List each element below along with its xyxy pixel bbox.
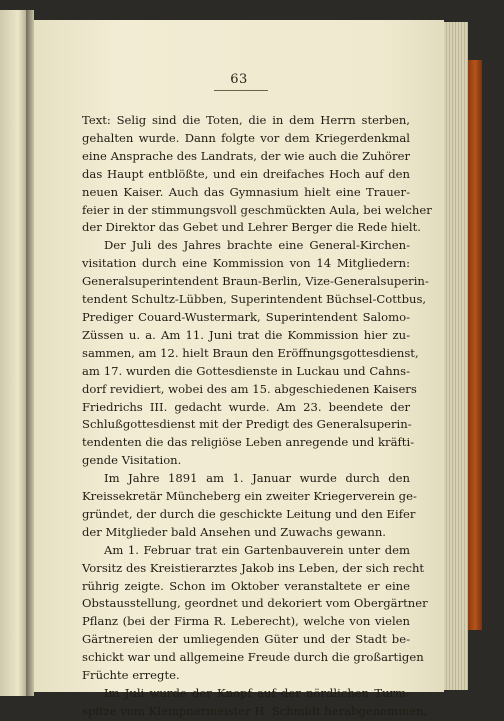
page-body-text [82,112,432,721]
text-line: Züssen u. a. Am 11. Juni trat die Kommission hier zu- [82,327,410,342]
text-line: sammen, am 12. hielt Braun den Eröffnungsgottesdienst, [82,345,419,360]
text-line: der Direktor das Gebet und Lehrer Berger die Rede hielt. [82,220,421,235]
text-line: Prediger Couard-Wustermark, Superintendent Salomo- [82,309,410,324]
text-line: Obstausstellung, geordnet und dekoriert vom Obergärtner [82,596,428,611]
text-line: schickt war und allgemeine Freude durch die großartigen [82,650,424,665]
text-line: Kreissekretär Müncheberg ein zweiter Kriegerverein ge- [82,489,417,504]
page-number: 63 [230,72,248,87]
page-number-rule [214,90,268,91]
text-line: tendent Schultz-Lübben, Superintendent Büchsel-Cottbus, [82,292,427,307]
text-line: der Mitglieder bald Ansehen und Zuwachs gewann. [82,524,386,539]
text-line: am 17. wurden die Gottesdienste in Luckau und Cahns- [82,363,410,378]
text-line: dorf revidiert, wobei des am 15. abgeschiedenen Kaisers [82,381,417,396]
text-line: rührig zeigte. Schon im Oktober veranstaltete er eine [82,578,410,593]
text-line: Der Juli des Jahres brachte eine General-Kirchen- [104,238,410,253]
text-line: Am 1. Februar trat ein Gartenbauverein unter dem [104,542,410,557]
text-line: tendenten die das religiöse Leben anregende und kräfti- [82,435,415,450]
text-line: Pflanz (bei der Firma R. Leberecht), welche von vielen [82,614,410,629]
text-line: das Haupt entblößte, und ein dreifaches Hoch auf den [82,166,410,181]
text-line: eine Ansprache des Landrats, der wie auch die Zuhörer [82,148,410,163]
text-line: visitation durch eine Kommission von 14 Mitgliedern: [82,256,410,271]
text-line: neuen Kaiser. Auch das Gymnasium hielt eine Trauer- [82,184,410,199]
text-line: Vorsitz des Kreistierarztes Jakob ins Leben, der sich recht [82,560,425,575]
text-line: gehalten wurde. Dann folgte vor dem Kriegerdenkmal [82,130,410,145]
book-gutter [26,10,34,696]
left-page-edge [0,10,26,696]
text-line: gründet, der durch die geschickte Leitung und den Eifer [82,506,416,521]
bookmark-ribbon [468,60,482,630]
page-stack-edge [444,22,468,690]
text-line: Früchte erregte. [82,668,180,683]
text-line: feier in der stimmungsvoll geschmückten Aula, bei welcher [82,202,432,217]
text-line: gende Visitation. [82,453,182,468]
text-line: Text: Selig sind die Toten, die in dem Herrn sterben, [82,113,410,127]
book-page [34,20,444,718]
text-line: Im Juli wurde der Knopf auf der nördlichen Turm- [104,686,410,700]
text-line: spitze vom Klempnermeister H. Schmidt herabgenommen, [82,703,428,718]
text-line: Schlußgottesdienst mit der Predigt des Generalsuperin- [82,417,412,432]
text-line: Generalsuperintendent Braun-Berlin, Vize-Generalsuperin- [82,274,429,289]
text-line: Im Jahre 1891 am 1. Januar wurde durch den [104,471,410,486]
text-line: Gärtnereien der umliegenden Güter und der Stadt be- [82,632,410,647]
text-line: Friedrichs III. gedacht wurde. Am 23. beendete der [82,399,410,414]
